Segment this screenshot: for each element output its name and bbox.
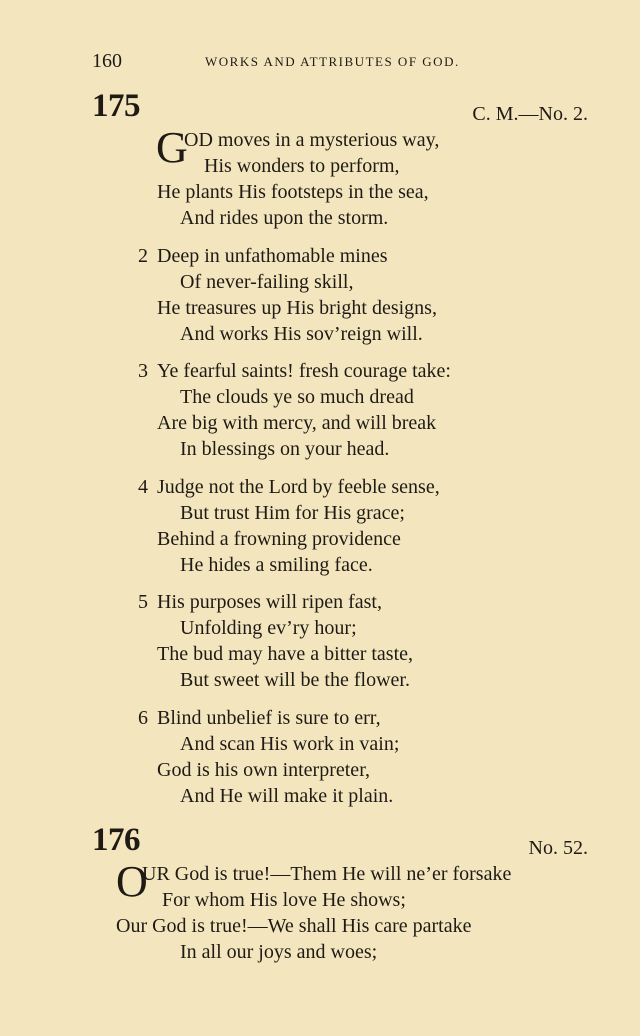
hymn-175-line: He plants His footsteps in the sea,: [157, 181, 429, 203]
hymn-175-line: His wonders to perform,: [204, 155, 400, 177]
stanza-number: 2: [138, 245, 148, 267]
page-number: 160: [92, 50, 122, 72]
hymn-number-176: 176: [92, 822, 140, 858]
hymn-175-line: But sweet will be the flower.: [180, 669, 410, 691]
hymn-175-line: Deep in unfathomable mines: [157, 245, 388, 267]
hymn-175-line: Blind unbelief is sure to err,: [157, 707, 381, 729]
hymn-175-line: Of never-failing skill,: [180, 271, 354, 293]
hymn-175-line: Are big with mercy, and will break: [157, 412, 437, 434]
stanza-number: 4: [138, 476, 148, 498]
hymn-176-tune: No. 52.: [528, 837, 588, 859]
hymn-175-line: Behind a frowning providence: [157, 528, 401, 550]
hymn-176-line: For whom His love He shows;: [162, 889, 406, 911]
hymn-175-line: But trust Him for His grace;: [180, 502, 405, 524]
hymn-175-line: His purposes will ripen fast,: [157, 591, 382, 613]
hymn-175-line: And scan His work in vain;: [180, 733, 400, 755]
running-title: WORKS AND ATTRIBUTES OF GOD.: [205, 54, 460, 69]
hymn-175-line: Ye fearful saints! fresh courage take:: [157, 360, 451, 382]
hymn-175-line: And works His sov’reign will.: [180, 323, 423, 345]
hymn-175-line: And He will make it plain.: [180, 785, 394, 807]
hymn-175-line: Judge not the Lord by feeble sense,: [157, 476, 440, 498]
hymn-176-line: In all our joys and woes;: [180, 941, 378, 963]
hymn-175-line: He hides a smiling face.: [180, 554, 373, 576]
hymn-175-line: In blessings on your head.: [180, 438, 390, 460]
hymn-175-line: Unfolding ev’ry hour;: [180, 617, 357, 639]
hymn-175-line: God is his own interpreter,: [157, 759, 371, 781]
hymn-176-first-line: UR God is true!—Them He will ne’er forsake: [142, 863, 512, 885]
hymn-number-175: 175: [92, 88, 140, 124]
hymn-175-line: The bud may have a bitter taste,: [157, 643, 414, 665]
hymn-175-line: The clouds ye so much dread: [180, 386, 414, 408]
hymn-176-line: Our God is true!—We shall His care partake: [116, 915, 472, 937]
stanza-number: 6: [138, 707, 148, 729]
hymn-175-first-line: OD moves in a mysterious way,: [184, 129, 440, 151]
hymn-175-line: He treasures up His bright designs,: [157, 297, 437, 319]
stanza-number: 3: [138, 360, 148, 382]
stanza-number: 5: [138, 591, 148, 613]
hymn-175-tune: C. M.—No. 2.: [472, 103, 588, 125]
hymn-175-dropcap: G: [156, 123, 188, 172]
hymn-175-line: And rides upon the storm.: [180, 207, 389, 229]
running-head: [92, 50, 532, 72]
hymn-176-dropcap: O: [116, 857, 148, 906]
